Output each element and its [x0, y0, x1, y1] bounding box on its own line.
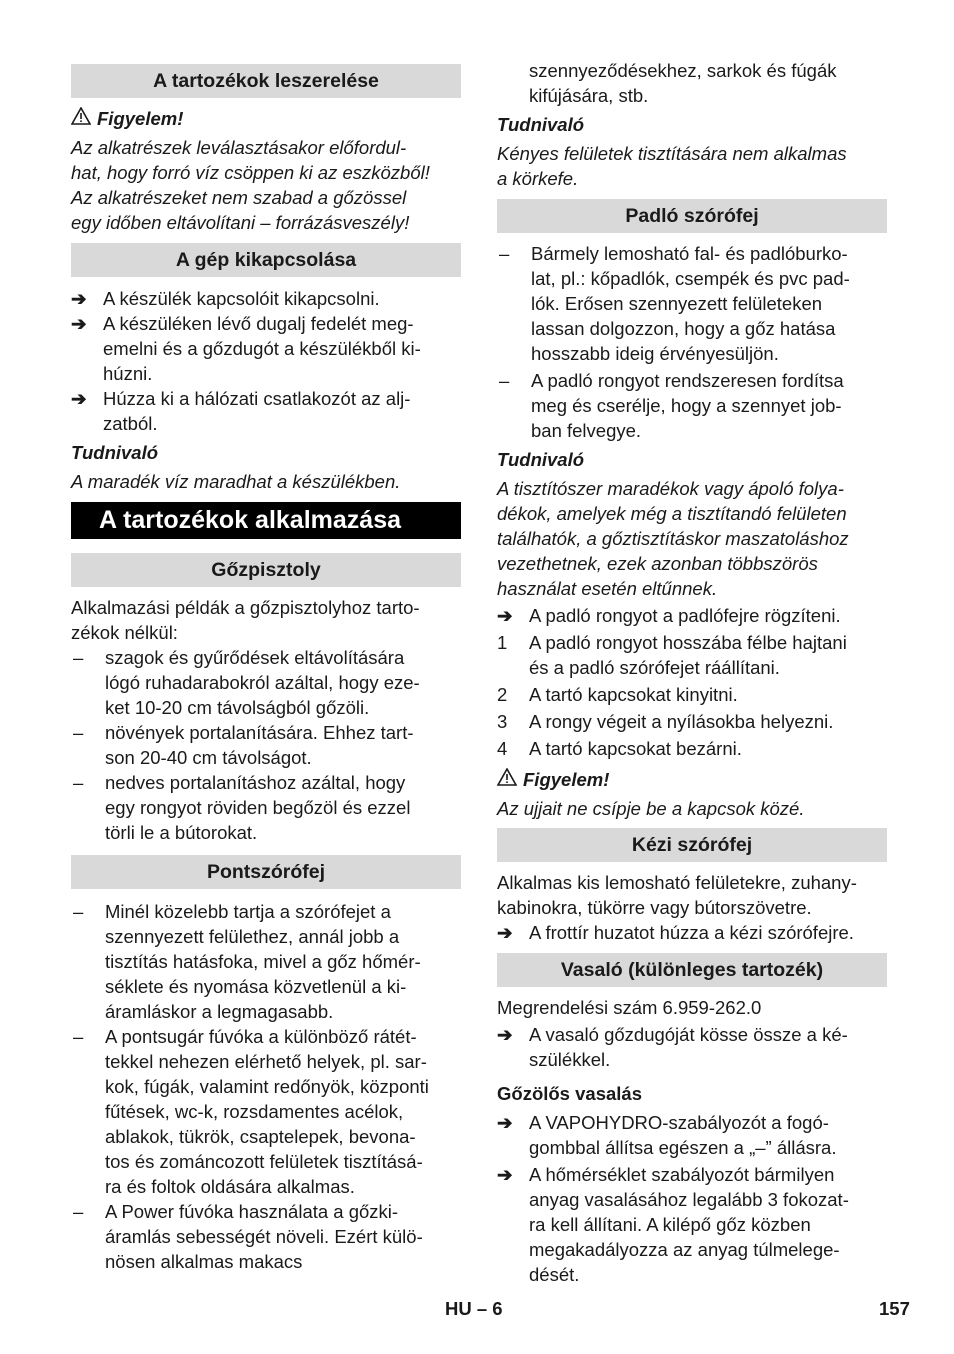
dash-bullet: – — [73, 772, 84, 793]
left-column — [71, 56, 461, 1274]
footer-page-number: 157 — [879, 1298, 910, 1319]
step-item: 3 A rongy végeit a nyílásokba helyezni. — [497, 711, 834, 732]
list-item: – A padló rongyot rendszeresen fordítsa meg és cserélje, hogy a szennyet job- ban felvegye. — [499, 370, 844, 441]
steam-ironing-list — [497, 1110, 887, 1287]
list-item: ➔ A frottír huzatot húzza a kézi szórófejre. — [497, 922, 854, 943]
step-number: 2 — [497, 684, 508, 705]
list-item: – A Power fúvóka használata a gőzki- áramlás sebességét növeli. Ezért külö- nösen alkalmas makacs — [73, 1201, 423, 1272]
list-item: – növények portalanítására. Ehhez tart- son 20-40 cm távolságot. — [73, 722, 414, 768]
step-item: 4 A tartó kapcsokat bezárni. — [497, 738, 742, 759]
warning-heading: Figyelem! — [71, 106, 461, 131]
warning-text: Az ujjait ne csípje be a kapcsok közé. — [497, 798, 805, 819]
steam-gun-list — [71, 645, 461, 845]
list-item: – Minél közelebb tartja a szórófejet a szennyezett felülethez, annál jobb a tisztítás hatásfoka, mivel a gőz hőmér- séklete és nyomása közvetlenül a ki- áramláskor a legmagasabb. — [73, 901, 421, 1022]
dash-bullet: – — [73, 1026, 84, 1047]
order-number: Megrendelési szám 6.959-262.0 — [497, 997, 762, 1018]
arrow-right-icon: ➔ — [497, 605, 513, 626]
floor-nozzle-list — [497, 241, 887, 443]
subheading-steam-ironing: Gőzölős vasalás — [497, 1083, 642, 1104]
steam-gun-intro: Alkalmazási példák a gőzpisztolyhoz tarto- zékok nélkül: — [71, 597, 420, 643]
arrow-right-icon: ➔ — [71, 288, 87, 309]
arrow-right-icon: ➔ — [497, 1164, 513, 1185]
section-heading-floor-nozzle: Padló szórófej — [497, 199, 887, 233]
note-text: A tisztítószer maradékok vagy ápoló folya- dékok, amelyek még a tisztítandó felületen találhatók, a gőztisztításkor maszatoláshoz vezethetnek, ezek azonban többszörös használat esetén eltűnnek. — [497, 478, 849, 599]
arrow-right-icon: ➔ — [497, 922, 513, 943]
arrow-right-icon: ➔ — [497, 1112, 513, 1133]
note-text: A maradék víz maradhat a készülékben. — [71, 471, 401, 492]
step-number: 4 — [497, 738, 508, 759]
step-item: 2 A tartó kapcsokat kinyitni. — [497, 684, 738, 705]
note-title: Tudnivaló — [497, 449, 585, 470]
list-item: ➔ A készülék kapcsolóit kikapcsolni. — [71, 288, 380, 309]
list-item: ➔ A készüléken lévő dugalj fedelét meg- emelni és a gőzdugót a készülékből ki- húzni. — [71, 313, 421, 384]
note-title: Tudnivaló — [71, 442, 159, 463]
arrow-right-icon: ➔ — [71, 313, 87, 334]
arrow-right-icon: ➔ — [71, 388, 87, 409]
list-item: ➔ Húzza ki a hálózati csatlakozót az alj- zatból. — [71, 388, 411, 434]
list-item: ➔ A hőmérséklet szabályozót bármilyen anyag vasalásához legalább 3 fokozat- ra kell állítani. A kilépő gőz közben megakadályozza az anyag túlmelege- dését. — [497, 1164, 849, 1285]
list-item: ➔ A VAPOHYDRO-szabályozót a fogó- gombbal állítsa egészen a „–” állásra. — [497, 1112, 837, 1158]
list-item: ➔ A padló rongyot a padlófejre rögzíteni. — [497, 605, 841, 626]
dash-bullet: – — [499, 370, 510, 391]
list-item: – Bármely lemosható fal- és padlóburko- lat, pl.: kőpadlók, csempék és pvc pad- lók. Erősen szennyezett felületeken lassan dolgozzon, hogy a gőz hatása hosszabb ideig érvényesüljön. — [499, 243, 850, 364]
section-heading-removal: A tartozékok leszerelése — [71, 64, 461, 98]
right-column — [497, 58, 887, 1287]
warning-triangle-icon — [497, 767, 523, 792]
numbered-steps — [497, 630, 887, 761]
warning-triangle-icon — [71, 106, 97, 131]
point-nozzle-list — [71, 899, 461, 1274]
step-item: 1 A padló rongyot hosszába félbe hajtani és a padló szórófejet ráállítani. — [497, 632, 847, 678]
dash-bullet: – — [73, 901, 84, 922]
section-heading-hand-nozzle: Kézi szórófej — [497, 828, 887, 862]
warning-heading: Figyelem! — [497, 767, 887, 792]
shutdown-list — [71, 286, 461, 436]
continued-text: szennyeződésekhez, sarkok és fúgák kifújására, stb. — [529, 60, 837, 106]
note-title: Tudnivaló — [497, 114, 585, 135]
dash-bullet: – — [73, 647, 84, 668]
dash-bullet: – — [73, 1201, 84, 1222]
arrow-right-icon: ➔ — [497, 1024, 513, 1045]
section-heading-steam-gun: Gőzpisztoly — [71, 553, 461, 587]
list-item: ➔ A vasaló gőzdugóját kösse össze a ké- szülékkel. — [497, 1024, 848, 1070]
list-item: – nedves portalanításhoz azáltal, hogy egy rongyot röviden begőzöl és ezzel törli le a bútorokat. — [73, 772, 411, 843]
list-item: – szagok és gyűrődések eltávolítására lógó ruhadarabokról azáltal, hogy eze- ket 10-20 cm távolságból gőzöli. — [73, 647, 420, 718]
section-heading-shutdown: A gép kikapcsolása — [71, 243, 461, 277]
step-number: 3 — [497, 711, 508, 732]
step-number: 1 — [497, 632, 508, 653]
note-text: Kényes felületek tisztítására nem alkalmas a körkefe. — [497, 143, 847, 189]
hand-nozzle-intro: Alkalmas kis lemosható felületekre, zuhany- kabinokra, tükörre vagy bútorszövetre. — [497, 872, 857, 918]
chapter-title: A tartozékok alkalmazása — [71, 502, 461, 539]
dash-bullet: – — [499, 243, 510, 264]
dash-bullet: – — [73, 722, 84, 743]
list-item: – A pontsugár fúvóka a különböző rátét- tekkel nehezen elérhető helyek, pl. sar- kok, fúgák, valamint redőnyök, központi fűtések, wc-k, rozsdamentes acélok, ablakok, tükrök, csaptelepek, bevona- tos és zománcozott felületek tisztításá- ra és foltok oldására alkalmas. — [73, 1026, 429, 1197]
footer-language-page: HU – 6 — [445, 1298, 503, 1319]
warning-text: Az alkatrészek leválasztásakor előfordul- hat, hogy forró víz csöppen ki az eszközből! Az alkatrészeket nem szabad a gőzössel egy időben eltávolítani – forrázásveszély! — [71, 137, 430, 233]
section-heading-iron: Vasaló (különleges tartozék) — [497, 953, 887, 987]
section-heading-point-nozzle: Pontszórófej — [71, 855, 461, 889]
